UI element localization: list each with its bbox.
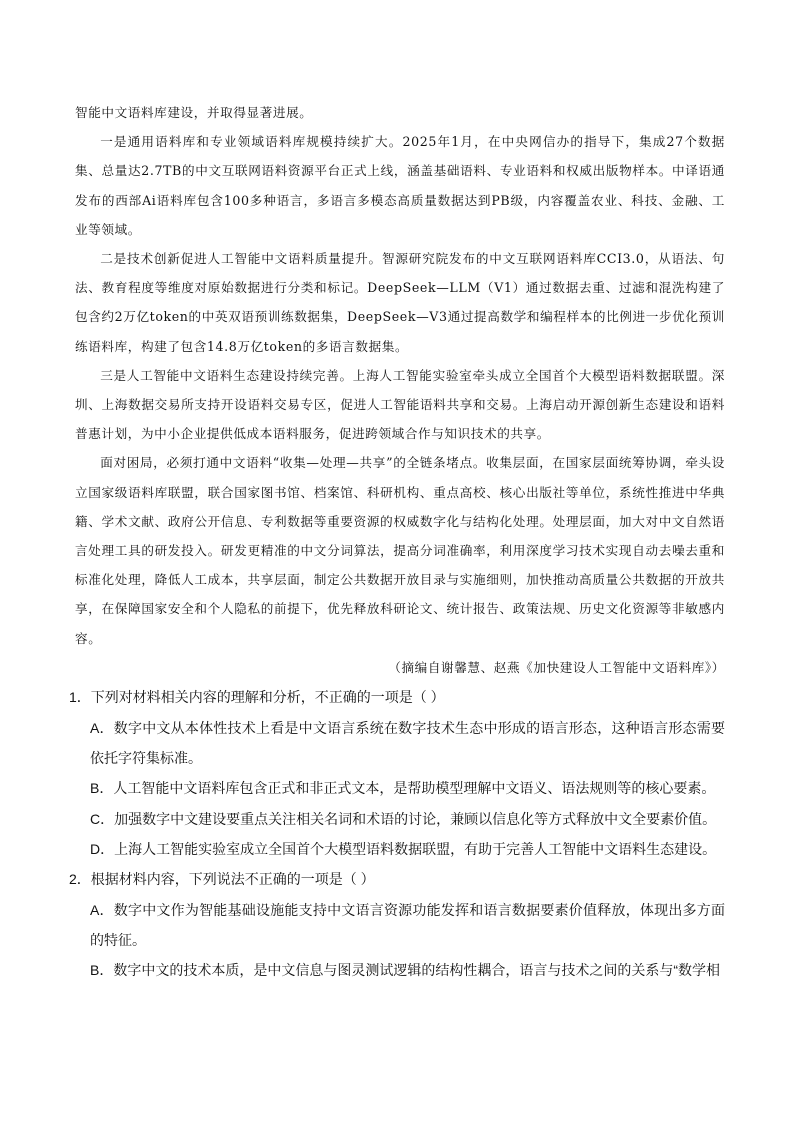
question-option-c: C．加强数字中文建设要重点关注相关名词和术语的讨论，兼顾以信息化等方式释放中文全要素价值。 bbox=[90, 810, 717, 827]
question-1 bbox=[69, 682, 725, 864]
question-option-d: D．上海人工智能实验室成立全国首个大模型语料数据联盟，有助于完善人工智能中文语料生态建设。 bbox=[90, 840, 717, 857]
passage-source: （摘编自谢馨慧、赵燕《加快建设人工智能中文语料库》） bbox=[388, 659, 725, 675]
passage-paragraph-4: 面对困局，必须打通中文语料“收集—处理—共享”的全链条堵点。收集层面，在国家层面统筹协调，牵头设立国家级语料库联盟，联合国家图书馆、档案馆、科研机构、重点高校、核心出版社等单位，系统性推进中华典籍、学术文献、政府公开信息、专利数据等重要资源的权威数字化与结构化处理。处理层面，加大对中文自然语言处理工具的研发投入。研发更精准的中文分词算法，提高分词准确率，利用深度学习技术实现自动去噪去重和标准化处理，降低人工成本，共享层面，制定公共数据开放目录与实施细则，加快推动高质量公共数据的开放共享，在保障国家安全和个人隐私的前提下，优先释放科研论文、统计报告、政策法规、历史文化资源等非敏感内容。 bbox=[75, 455, 725, 646]
document-body bbox=[69, 98, 725, 986]
passage-paragraph-3: 三是人工智能中文语料生态建设持续完善。上海人工智能实验室牵头成立全国首个大模型语料数据联盟。深圳、上海数据交易所支持开设语料交易专区，促进人工智能语料共享和交易。上海启动开源创新生态建设和语料普惠计划，为中小企业提供低成本语料服务，促进跨领域合作与知识技术的共享。 bbox=[75, 367, 725, 442]
passage-paragraph-1: 一是通用语料库和专业领域语料库规模持续扩大。2025年1月，在中央网信办的指导下，集成27个数据集、总量达2.7TB的中文互联网语料资源平台正式上线，涵盖基础语料、专业语料和权威出版物样本。中译语通发布的西部Ai语料库包含100多种语言，多语言多模态高质量数据达到PB级，内容覆盖农业、科技、金融、工业等领域。 bbox=[75, 134, 725, 237]
question-option-b: B．数字中文的技术本质，是中文信息与图灵测试逻辑的结构性耦合，语言与技术之间的关系与“数学相 bbox=[90, 962, 720, 979]
question-option-a: A．数字中文作为智能基础设施能支持中文语言资源功能发挥和语言数据要素价值释放，体现出多方面的特征。 bbox=[90, 902, 725, 949]
passage-paragraph-2: 二是技术创新促进人工智能中文语料质量提升。智源研究院发布的中文互联网语料库CCI3.0，从语法、句法、教育程度等维度对原始数据进行分类和标记。DeepSeek—LLM（V1）通过数据去重、过滤和混洗构建了包含约2万亿token的中英双语预训练数据集，DeepSeek—V3通过提高数学和编程样本的比例进一步优化预训练语料库，构建了包含14.8万亿token的多语言数据集。 bbox=[75, 251, 725, 354]
question-option-b: B．人工智能中文语料库包含正式和非正式文本，是帮助模型理解中文语义、语法规则等的核心要素。 bbox=[90, 780, 716, 797]
question-stem: 1．下列对材料相关内容的理解和分析，不正确的一项是（ ） bbox=[69, 689, 445, 706]
passage-intro: 智能中文语料库建设，并取得显著进展。 bbox=[75, 105, 313, 120]
question-option-a: A．数字中文从本体性技术上看是中文语言系统在数字技术生态中形成的语言形态，这种语言形态需要依托字符集标准。 bbox=[90, 720, 725, 767]
question-2 bbox=[69, 864, 725, 986]
question-stem: 2．根据材料内容，下列说法不正确的一项是（ ） bbox=[69, 871, 375, 888]
